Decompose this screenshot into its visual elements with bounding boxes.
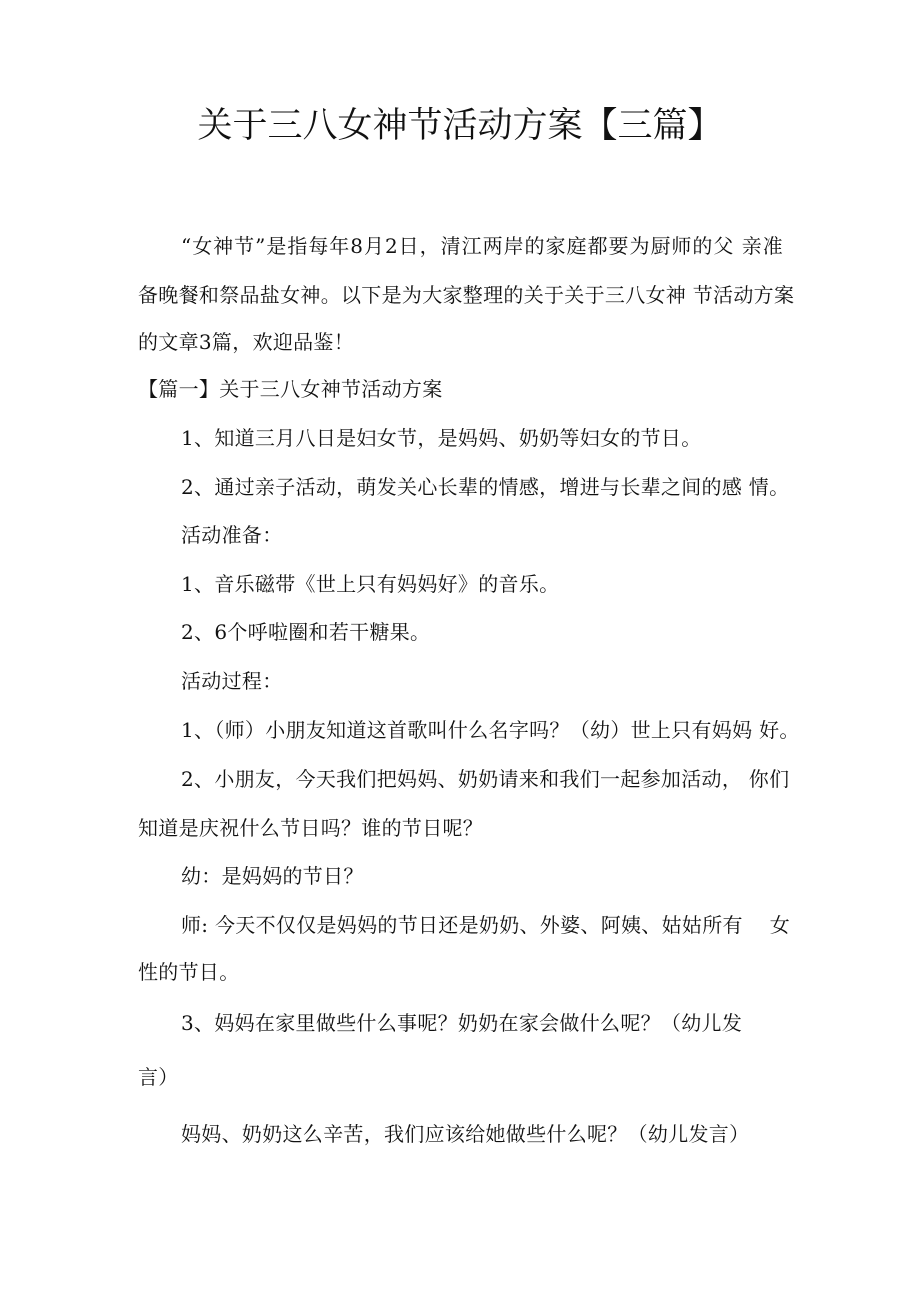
teacher-reply-line-2: 性的节日。 [138, 960, 240, 984]
prep-item-2: 2、6个呼啦圈和若干糖果。 [181, 620, 431, 644]
goal-item-2: 2、通过亲子活动，萌发关心长辈的情感，增进与长辈之间的感 情。 [181, 475, 790, 499]
process-step-1: 1、（师）小朋友知道这首歌叫什么名字吗？（幼）世上只有妈妈 好。 [181, 718, 800, 742]
document-title: 关于三八女神节活动方案【三篇】 [197, 106, 723, 146]
closing-question: 妈妈、奶奶这么辛苦，我们应该给她做些什么呢？（幼儿发言） [181, 1122, 750, 1146]
prep-heading: 活动准备： [181, 523, 283, 547]
process-step-2-line-1: 2、小朋友，今天我们把妈妈、奶奶请来和我们一起参加活动， 你们 [181, 767, 790, 791]
goal-item-1: 1、知道三月八日是妇女节，是妈妈、奶奶等妇女的节日。 [181, 426, 702, 450]
section-heading: 【篇一】关于三八女神节活动方案 [138, 377, 443, 401]
prep-item-1: 1、音乐磁带《世上只有妈妈好》的音乐。 [181, 572, 560, 596]
intro-line-3: 的文章3篇，欢迎品鉴！ [138, 330, 355, 354]
teacher-reply-line-1: 师: 今天不仅仅是妈妈的节日还是奶奶、外婆、阿姨、姑姑所有 女 [181, 913, 791, 937]
process-heading: 活动过程： [181, 669, 283, 693]
process-step-3-line-2: 言） [138, 1065, 179, 1089]
intro-line-2: 备晚餐和祭品盐女神。以下是为大家整理的关于关于三八女神 节活动方案 [138, 283, 795, 307]
intro-line-1: “女神节”是指每年8月2日，清江两岸的家庭都要为厨师的父 亲准 [181, 234, 783, 258]
process-step-3-line-1: 3、妈妈在家里做些什么事呢？奶奶在家会做什么呢？（幼儿发 [181, 1011, 743, 1035]
child-answer: 幼：是妈妈的节日？ [181, 864, 364, 888]
process-step-2-line-2: 知道是庆祝什么节日吗？谁的节日呢？ [138, 816, 484, 840]
